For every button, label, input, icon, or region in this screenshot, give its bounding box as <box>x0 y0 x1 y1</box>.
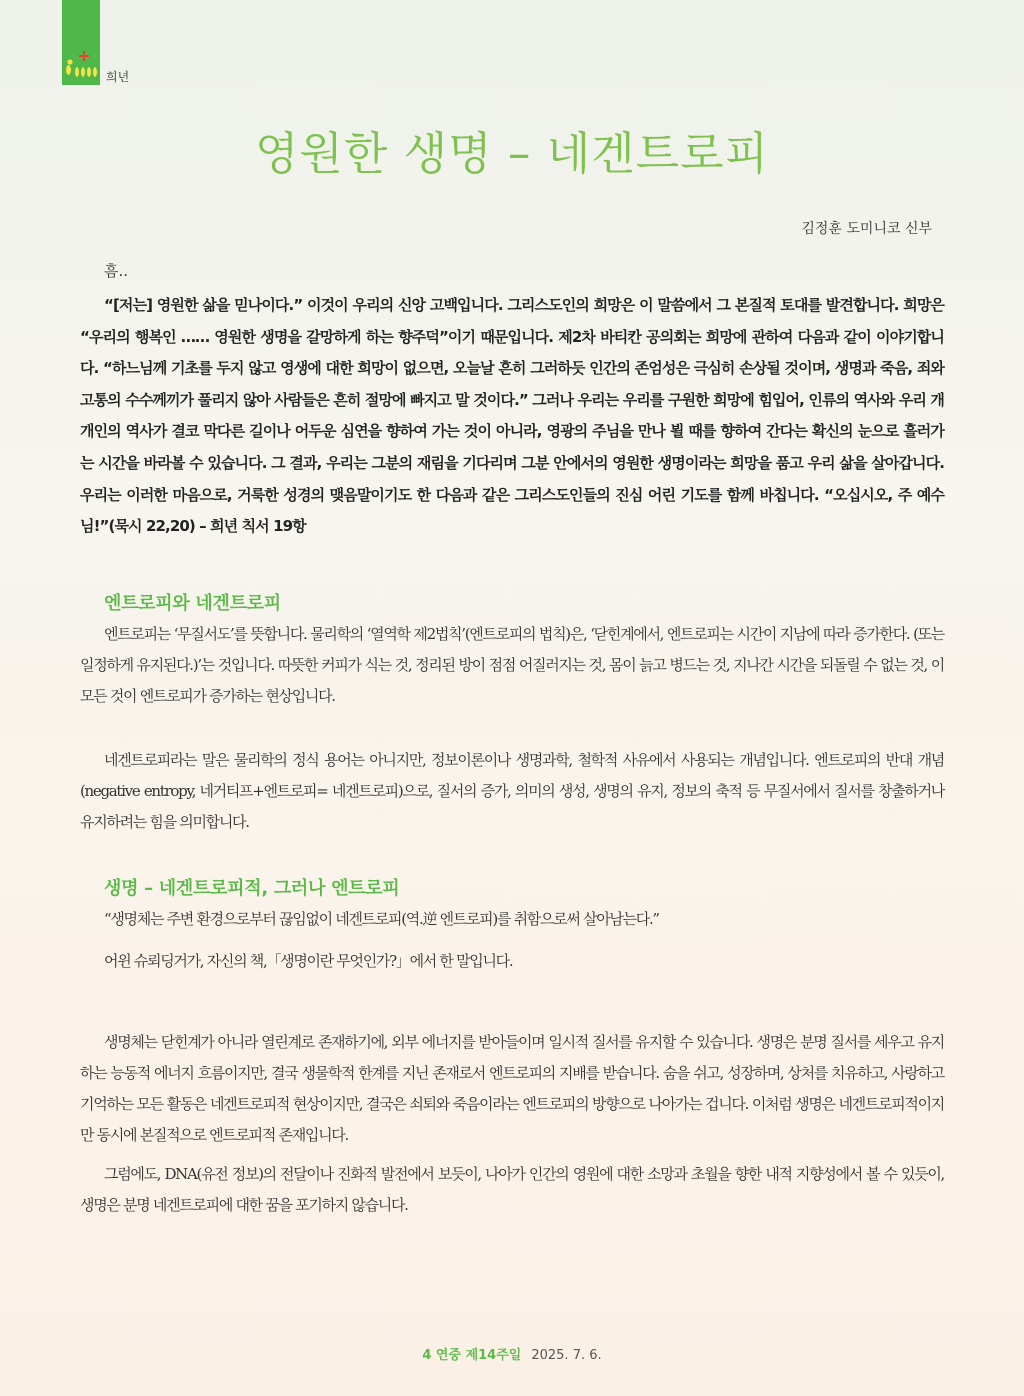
jubilee-logo-icon <box>65 48 97 80</box>
page-title: 영원한 생명 – 네겐트로피 <box>254 127 770 180</box>
section-heading-entropy: 엔트로피와 네겐트로피 <box>104 592 281 614</box>
author-byline: 김정훈 도미니코 신부 <box>801 221 932 237</box>
section-label: 희년 <box>106 70 130 84</box>
section1-paragraph-1: 엔트로피는 ‘무질서도’를 뜻합니다. 물리학의 ‘열역학 제2법칙’(엔트로피의 법칙)은, ‘닫힌계에서, 엔트로피는 시간이 지남에 따라 증가한다. (또는 일정하게 유지된다.)’는 것입니다. 따뜻한 커피가 식는 것, 정리된 방이 점점 어질러지는 것, 몸이 늙고 병드는 것, 지나간 시간을 되돌릴 수 없는 것, 이 모든 것이 엔트로피가 증가하는 현상입니다. <box>80 624 944 705</box>
section2-paragraph-1: 생명체는 닫힌계가 아니라 열린계로 존재하기에, 외부 에너지를 받아들이며 일시적 질서를 유지할 수 있습니다. 생명은 분명 질서를 세우고 유지하는 능동적 에너지 흐름이지만, 결국 생물학적 한계를 지닌 존재로서 엔트로피의 지배를 받습니다. 숨을 쉬고, 성장하며, 상처를 치유하고, 사랑하고 기억하는 모든 활동은 네겐트로피적 현상이지만, 결국은 쇠퇴와 죽음이라는 엔트로피의 방향으로 나아가는 겁니다. 이처럼 생명은 네겐트로피적이지만 동시에 본질적으로 엔트로피적 존재입니다. <box>80 1032 944 1144</box>
intro-opening: 흠.. <box>104 262 129 280</box>
section2-paragraph-2: 그럼에도, DNA(유전 정보)의 전달이나 진화적 발전에서 보듯이, 나아가 인간의 영원에 대한 소망과 초월을 향한 내적 지향성에서 볼 수 있듯이, 생명은 분명 네겐트로피에 대한 꿈을 포기하지 않습니다. <box>80 1164 944 1214</box>
page-footer <box>0 1344 1024 1363</box>
schrodinger-quote: “생명체는 주변 환경으로부터 끊임없이 네겐트로피(역.逆 엔트로피)를 취함으로써 살아남는다.” <box>104 909 659 928</box>
jubilee-logo <box>62 0 100 85</box>
quote-source: 어윈 슈뢰딩거가, 자신의 책,「생명이란 무엇인가?」에서 한 말입니다. <box>104 951 513 970</box>
article-body <box>80 258 944 1221</box>
section1-paragraph-2: 네겐트로피라는 말은 물리학의 정식 용어는 아니지만, 정보이론이나 생명과학, 철학적 사유에서 사용되는 개념입니다. 엔트로피의 반대 개념(negative entropy, 네거티프+엔트로피= 네겐트로피)으로, 질서의 증가, 의미의 생성, 생명의 유지, 정보의 축적 등 무질서에서 질서를 창출하거나 유지하려는 힘을 의미합니다. <box>80 750 944 831</box>
section-heading-life: 생명 – 네겐트로피적, 그러나 엔트로피 <box>104 877 400 899</box>
intro-quote-paragraph: “[저는] 영원한 삶을 믿나이다.” 이것이 우리의 신앙 고백입니다. 그리스도인의 희망은 이 말씀에서 그 본질적 토대를 발견합니다. 희망은 “우리의 행복인 …… 영원한 생명을 갈망하게 하는 향주덕”이기 때문입니다. 제2차 바티칸 공의회는 희망에 관하여 다음과 같이 이야기합니다. “하느님께 기초를 두지 않고 영생에 대한 희망이 없으면, 오늘날 흔히 그러하듯 인간의 존엄성은 극심히 손상될 것이며, 생명과 죽음, 죄와 고통의 수수께끼가 풀리지 않아 사람들은 흔히 절망에 빠지고 말 것이다.” 그러나 우리는 우리를 구원한 희망에 힘입어, 인류의 역사와 우리 개개인의 역사가 결코 막다른 길이나 어두운 심연을 향하여 가는 것이 아니라, 영광의 주님을 만나 뵐 때를 향하여 간다는 확신의 눈으로 흘러가는 시간을 바라볼 수 있습니다. 그 결과, 우리는 그분의 재림을 기다리며 그분 안에서의 영원한 생명이라는 희망을 품고 우리 삶을 살아갑니다. 우리는 이러한 마음으로, 거룩한 성경의 맺음말이기도 한 다음과 같은 그리스도인들의 진심 어린 기도를 함께 바칩니다. “오십시오, 주 예수님!”(묵시 22,20) – 희년 칙서 19항 <box>80 296 944 536</box>
issue-date: 2025. 7. 6. <box>531 1348 602 1363</box>
issue-label: 4 연중 제14주일 <box>422 1348 522 1363</box>
